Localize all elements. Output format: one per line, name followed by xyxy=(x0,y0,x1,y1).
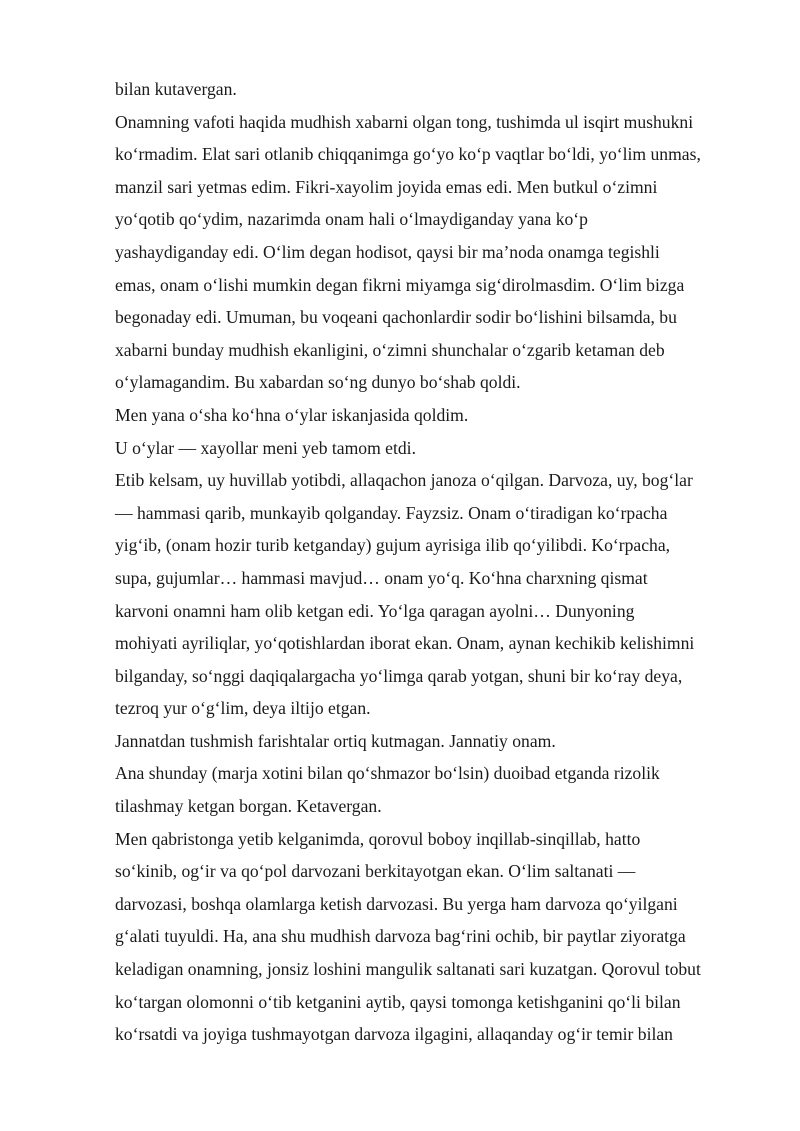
text-line: yigʻib, (onam hozir turib ketganday) gujum ayrisiga ilib qoʻyilibdi. Koʻrpacha, xyxy=(115,535,671,556)
text-line: keladigan onamning, jonsiz loshini mangulik saltanati sari kuzatgan. Qorovul tobut xyxy=(115,959,701,980)
text-line: begonaday edi. Umuman, bu voqeani qachonlardir sodir boʻlishini bilsamda, bu xyxy=(115,307,677,328)
text-line: koʻtargan olomonni oʻtib ketganini aytib, qaysi tomonga ketishganini qoʻli bilan xyxy=(115,991,681,1012)
text-line: emas, onam oʻlishi mumkin degan fikrni miyamga sigʻdirolmasdim. Oʻlim bizga xyxy=(115,274,685,295)
text-line: soʻkinib, ogʻir va qoʻpol darvozani berkitayotgan ekan. Oʻlim saltanati — xyxy=(115,861,636,882)
text-line: supa, gujumlar… hammasi mavjud… onam yoʻq. Koʻhna charxning qismat xyxy=(115,567,648,588)
text-line: — hammasi qarib, munkayib qolganday. Fayzsiz. Onam oʻtiradigan koʻrpacha xyxy=(115,502,668,523)
text-line: Men yana oʻsha koʻhna oʻylar iskanjasida qoldim. xyxy=(115,404,469,425)
text-line: Etib kelsam, uy huvillab yotibdi, allaqachon janoza oʻqilgan. Darvoza, uy, bogʻlar xyxy=(115,470,693,491)
text-line: manzil sari yetmas edim. Fikri-xayolim joyida emas edi. Men butkul oʻzimni xyxy=(115,176,658,197)
body-text xyxy=(115,73,755,1051)
text-line: tezroq yur oʻgʻlim, deya iltijo etgan. xyxy=(115,698,371,719)
text-line: tilashmay ketgan borgan. Ketavergan. xyxy=(115,796,382,817)
text-line: yoʻqotib qoʻydim, nazarimda onam hali oʻlmaydiganday yana koʻp xyxy=(115,209,588,230)
text-line: gʻalati tuyuldi. Ha, ana shu mudhish darvoza bagʻrini ochib, bir paytlar ziyoratga xyxy=(115,926,686,947)
text-line: koʻrsatdi va joyiga tushmayotgan darvoza ilgagini, allaqanday ogʻir temir bilan xyxy=(115,1024,673,1045)
text-line: oʻylamagandim. Bu xabardan soʻng dunyo boʻshab qoldi. xyxy=(115,372,521,393)
text-line: U oʻylar — xayollar meni yeb tamom etdi. xyxy=(115,437,416,458)
text-line: bilan kutavergan. xyxy=(115,79,237,99)
text-line: Men qabristonga yetib kelganimda, qorovul boboy inqillab-sinqillab, hatto xyxy=(115,828,641,849)
text-line: mohiyati ayriliqlar, yoʻqotishlardan iborat ekan. Onam, aynan kechikib kelishimni xyxy=(115,633,695,654)
text-line: bilganday, soʻnggi daqiqalargacha yoʻlimga qarab yotgan, shuni bir koʻray deya, xyxy=(115,665,683,686)
text-line: Onamning vafoti haqida mudhish xabarni olgan tong, tushimda ul isqirt mushukni xyxy=(115,111,694,132)
text-line: karvoni onamni ham olib ketgan edi. Yoʻlga qaragan ayolni… Dunyoning xyxy=(115,600,635,621)
text-line: darvozasi, boshqa olamlarga ketish darvozasi. Bu yerga ham darvoza qoʻyilgani xyxy=(115,893,678,914)
text-line: Jannatdan tushmish farishtalar ortiq kutmagan. Jannatiy onam. xyxy=(115,730,556,751)
text-line: xabarni bunday mudhish ekanligini, oʻzimni shunchalar oʻzgarib ketaman deb xyxy=(115,339,665,360)
text-line: yashaydiganday edi. Oʻlim degan hodisot, qaysi bir maʼnoda onamga tegishli xyxy=(115,241,660,262)
text-line: koʻrmadim. Elat sari otlanib chiqqanimga goʻyo koʻp vaqtlar boʻldi, yoʻlim unmas, xyxy=(115,144,701,165)
text-line: Ana shunday (marja xotini bilan qoʻshmazor boʻlsin) duoibad etganda rizolik xyxy=(115,763,660,784)
